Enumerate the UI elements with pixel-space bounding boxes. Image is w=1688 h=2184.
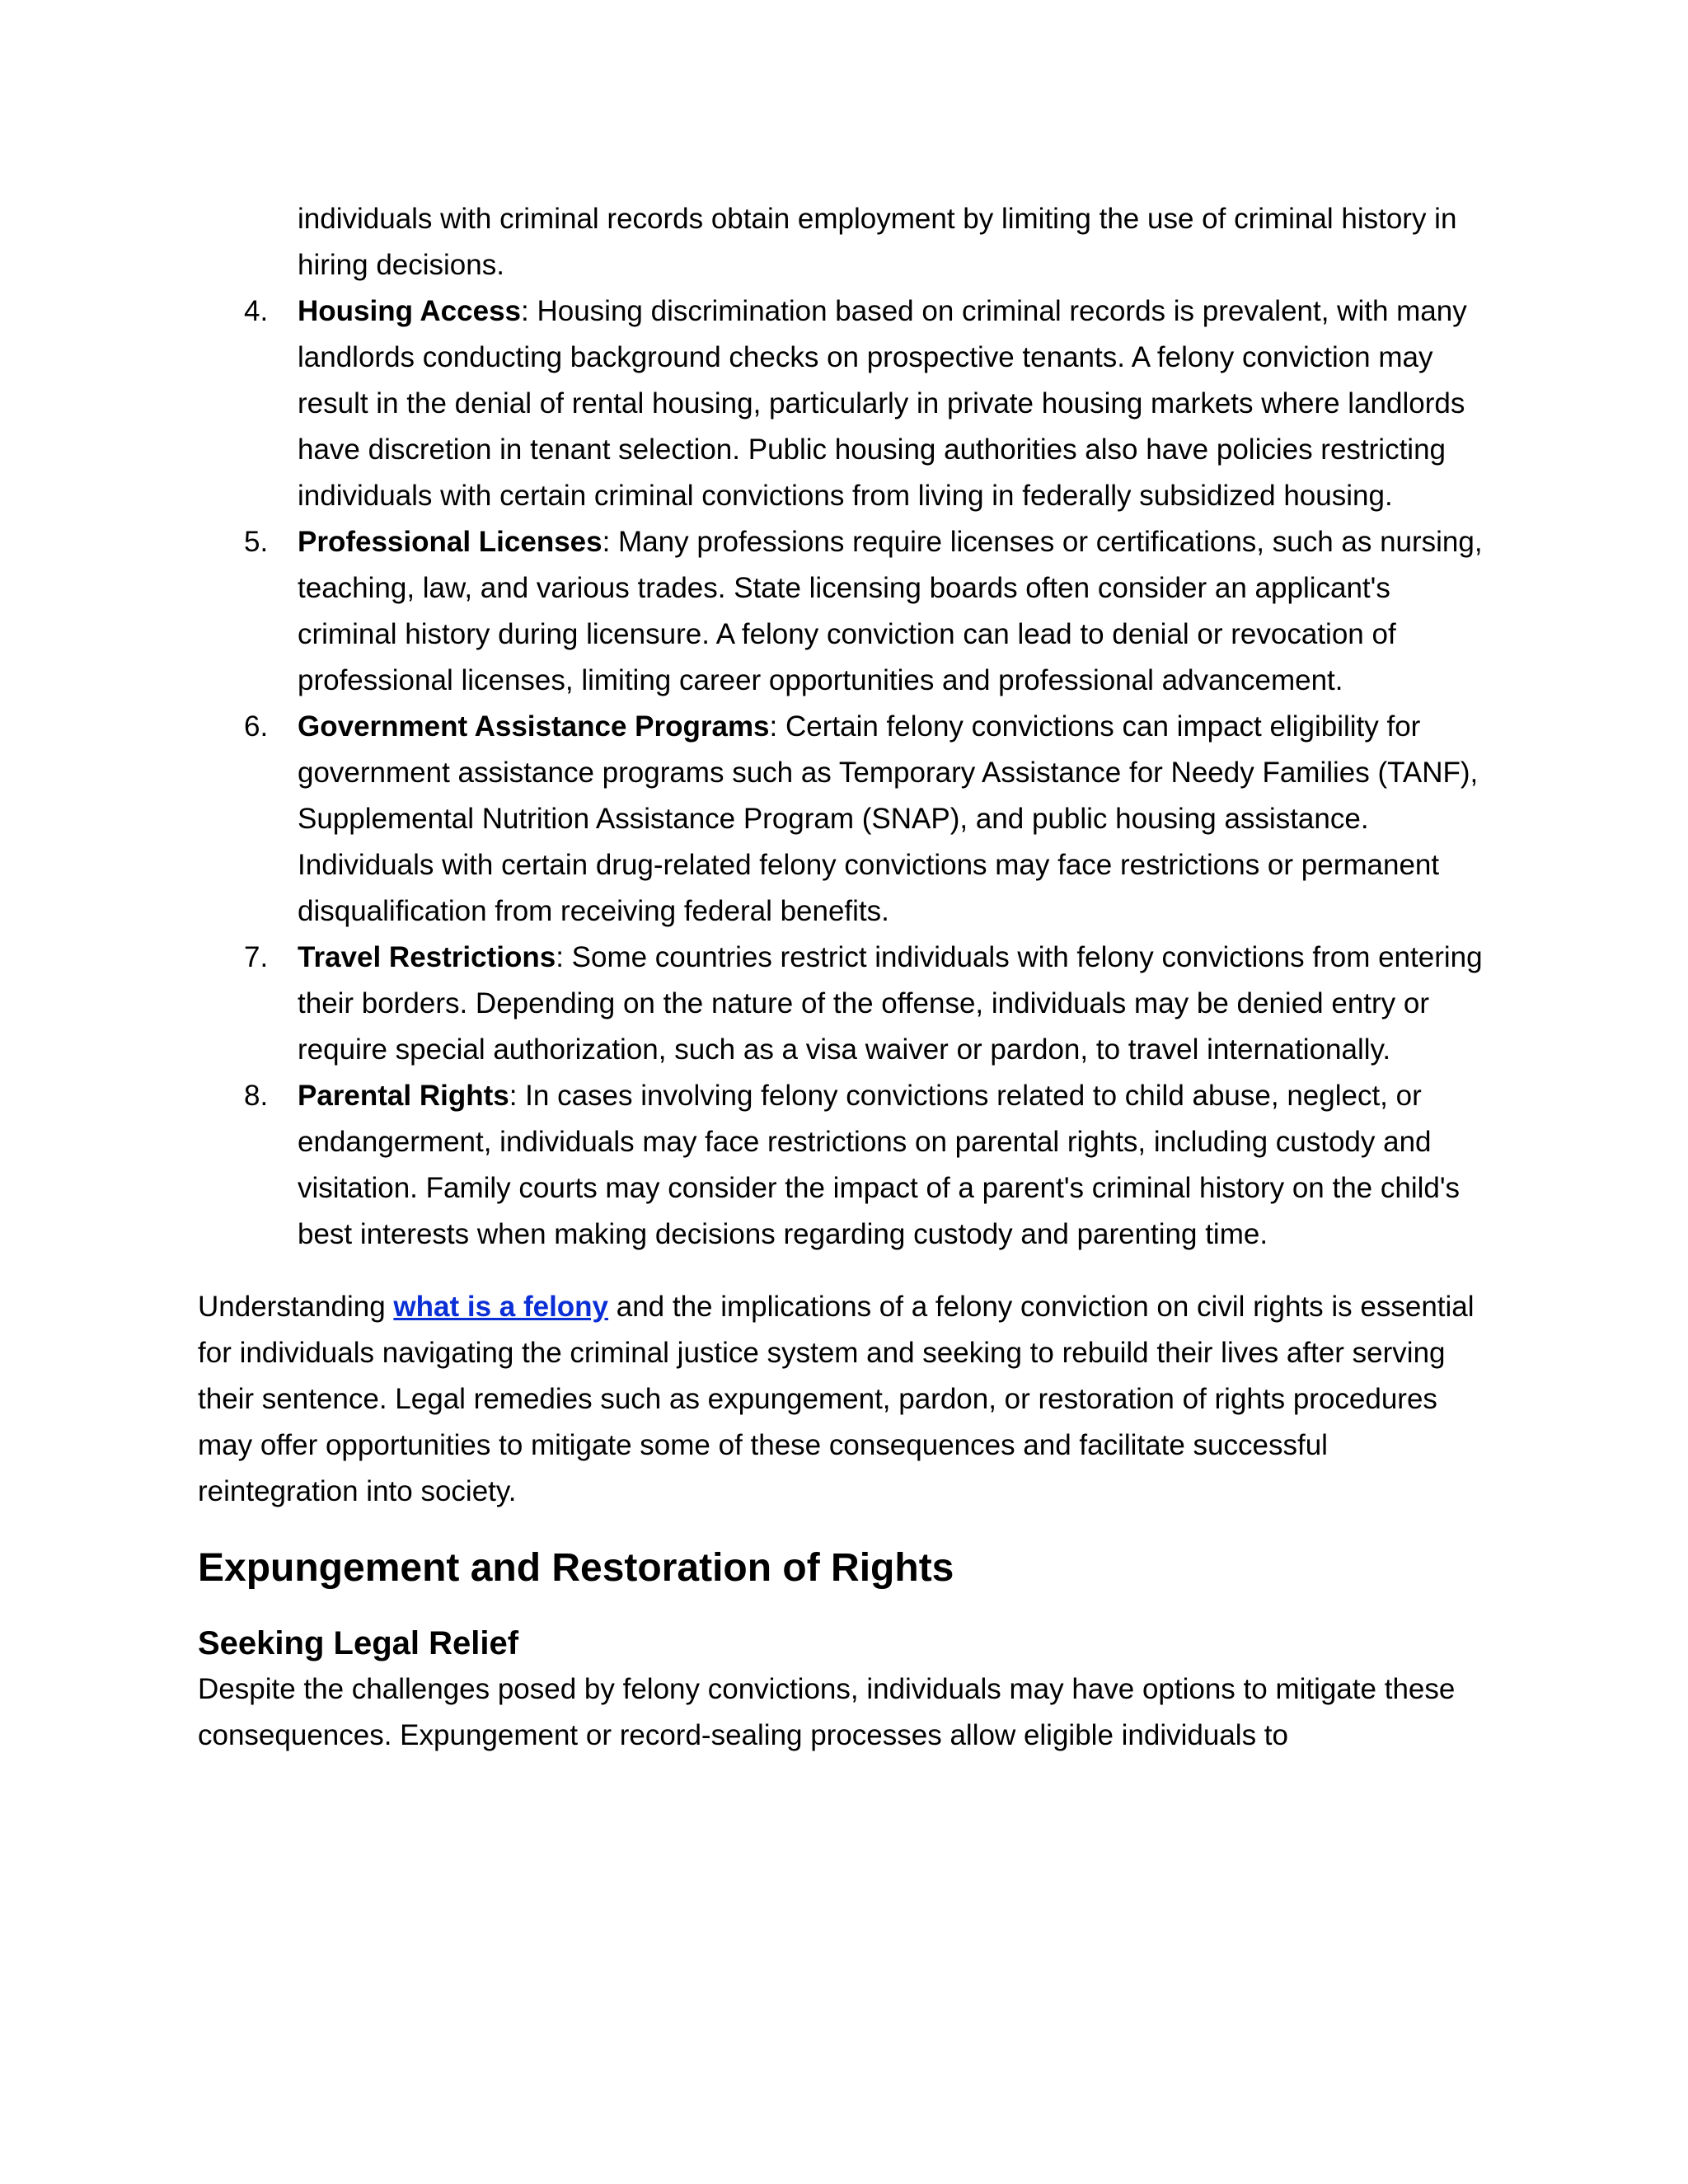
list-item-term: Travel Restrictions [298,941,556,973]
document-page [198,196,1492,1759]
list-item-number: 6. [244,710,269,743]
list-item-term: Housing Access [298,295,522,327]
list-item-travel-restrictions [198,935,1492,1073]
summary-paragraph [198,1284,1492,1515]
list-item-term: Government Assistance Programs [298,710,770,743]
list-item-text: : In cases involving felony convictions related to child abuse, neglect, or endangerment, individuals may face restrictions on parental rights, including custody and visitation. Family courts may consider the impact of a parent's criminal history on the child's best interests when making decisions regarding custody and parenting time. [298,1080,1461,1250]
list-item-housing-access [198,288,1492,519]
list-item-term: Professional Licenses [298,526,603,558]
summary-text-before: Understanding [198,1291,394,1323]
consequences-list [198,288,1492,1258]
list-item-number: 8. [244,1080,269,1112]
what-is-a-felony-link[interactable]: what is a felony [393,1291,609,1323]
list-item-number: 7. [244,941,269,973]
section-paragraph: Despite the challenges posed by felony convictions, individuals may have options to mitigate these consequences. Expungement or record-sealing processes allow eligible individuals to [198,1673,1456,1751]
list-item-text: : Certain felony convictions can impact eligibility for government assistance programs such as Temporary Assistance for Needy Families (TANF), Supplemental Nutrition Assistance Program (SNAP), and public housing assistance. Individuals with certain drug-related felony convictions may face restrictions or permanent disqualification from receiving federal benefits. [298,710,1479,927]
summary-text-after: and the implications of a felony conviction on civil rights is essential for individuals navigating the criminal justice system and seeking to rebuild their lives after serving their sentence. Legal remedies such as expungement, pardon, or restoration of rights procedures may offer opportunities to mitigate some of these consequences and facilitate successful reintegration into society. [198,1291,1475,1507]
list-item-number: 4. [244,295,269,327]
list-item-number: 5. [244,526,269,558]
list-item-text: : Housing discrimination based on criminal records is prevalent, with many landlords conducting background checks on prospective tenants. A felony conviction may result in the denial of rental housing, particularly in private housing markets where landlords have discretion in tenant selection. Public housing authorities also have policies restricting individuals with certain criminal convictions from living in federally subsidized housing. [298,295,1467,512]
list-item-parental-rights [198,1073,1492,1258]
list-continuation-text: individuals with criminal records obtain employment by limiting the use of criminal history in hiring decisions. [298,203,1457,281]
list-item-professional-licenses [198,519,1492,704]
subsection-heading: Seeking Legal Relief [198,1625,519,1661]
list-item-text: : Many professions require licenses or certifications, such as nursing, teaching, law, and various trades. State licensing boards often consider an applicant's criminal history during licensure. A felony conviction can lead to denial or revocation of professional licenses, limiting career opportunities and professional advancement. [298,526,1483,696]
section-heading: Expungement and Restoration of Rights [198,1546,954,1590]
list-item-text: : Some countries restrict individuals with felony convictions from entering their borders. Depending on the nature of the offense, individuals may be denied entry or require special authorization, such as a visa waiver or pardon, to travel internationally. [298,941,1483,1066]
list-item-government-assistance [198,704,1492,935]
list-item-term: Parental Rights [298,1080,509,1112]
